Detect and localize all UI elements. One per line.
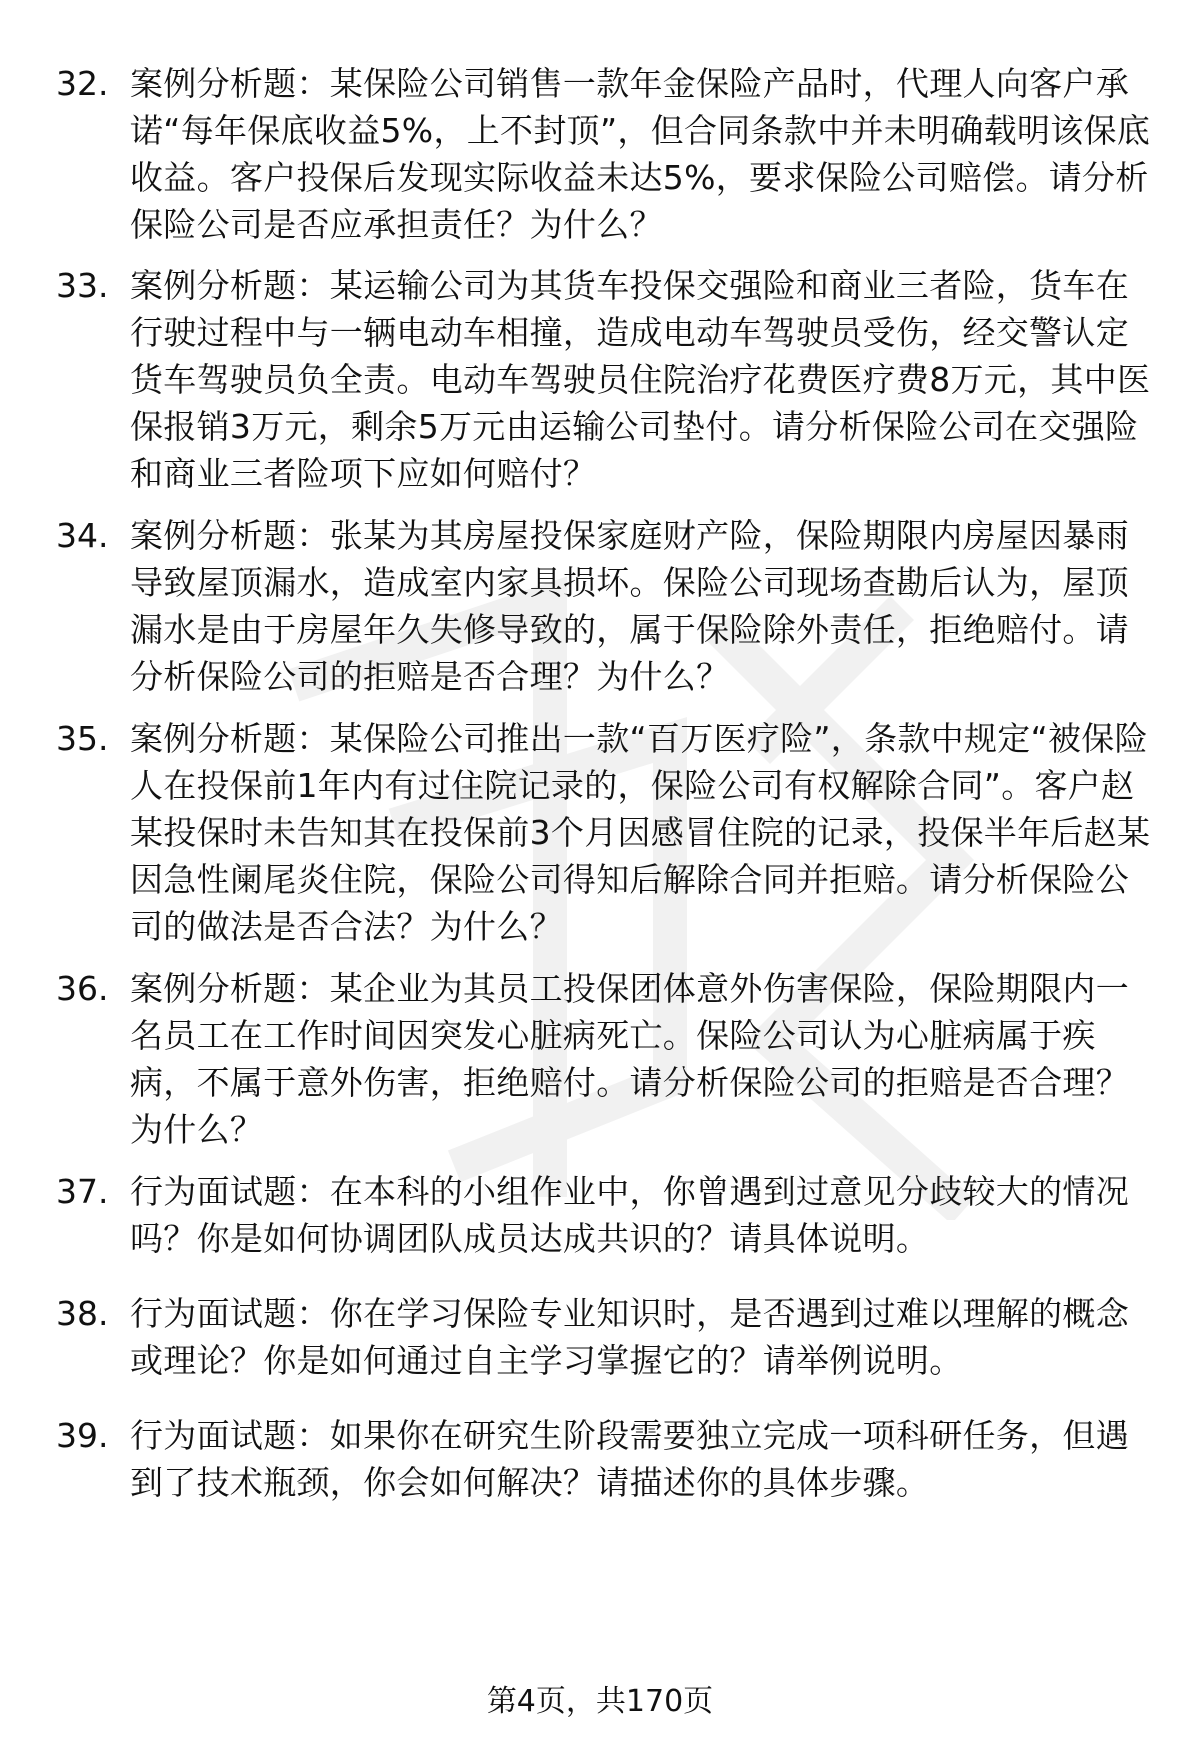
question-number: 36. [56, 969, 109, 1008]
question-number: 32. [56, 64, 109, 103]
question-number: 38. [56, 1294, 109, 1333]
question-text: 行为面试题：在本科的小组作业中，你曾遇到过意见分歧较大的情况吗？你是如何协调团队成员达成共识的？请具体说明。 [130, 1172, 1129, 1258]
question-text: 行为面试题：如果你在研究生阶段需要独立完成一项科研任务，但遇到了技术瓶颈，你会如何解决？请描述你的具体步骤。 [130, 1416, 1129, 1502]
question-text: 案例分析题：某企业为其员工投保团体意外伤害保险，保险期限内一名员工在工作时间因突发心脏病死亡。保险公司认为心脏病属于疾病，不属于意外伤害，拒绝赔付。请分析保险公司的拒赔是否合理？为什么？ [130, 969, 1129, 1149]
page-footer: 第4页，共170页 [486, 1684, 714, 1719]
question-text: 行为面试题：你在学习保险专业知识时，是否遇到过难以理解的概念或理论？你是如何通过自主学习掌握它的？请举例说明。 [130, 1294, 1129, 1380]
question-text: 案例分析题：张某为其房屋投保家庭财产险，保险期限内房屋因暴雨导致屋顶漏水，造成室内家具损坏。保险公司现场查勘后认为，屋顶漏水是由于房屋年久失修导致的，属于保险除外责任，拒绝赔付。请分析保险公司的拒赔是否合理？为什么？ [130, 516, 1129, 696]
question-number: 37. [56, 1172, 109, 1211]
question-text: 案例分析题：某运输公司为其货车投保交强险和商业三者险，货车在行驶过程中与一辆电动车相撞，造成电动车驾驶员受伤，经交警认定货车驾驶员负全责。电动车驾驶员住院治疗花费医疗费8万元，其中医保报销3万元，剩余5万元由运输公司垫付。请分析保险公司在交强险和商业三者险项下应如何赔付？ [130, 266, 1151, 493]
question-number: 35. [56, 719, 109, 758]
question-text: 案例分析题：某保险公司推出一款“百万医疗险”，条款中规定“被保险人在投保前1年内有过住院记录的，保险公司有权解除合同”。客户赵某投保时未告知其在投保前3个月因感冒住院的记录，投保半年后赵某因急性阑尾炎住院，保险公司得知后解除合同并拒赔。请分析保险公司的做法是否合法？为什么？ [130, 719, 1151, 946]
question-text: 案例分析题：某保险公司销售一款年金保险产品时，代理人向客户承诺“每年保底收益5%，上不封顶”，但合同条款中并未明确载明该保底收益。客户投保后发现实际收益未达5%，要求保险公司赔偿。请分析保险公司是否应承担责任？为什么？ [130, 64, 1151, 244]
question-number: 33. [56, 266, 109, 305]
question-number: 34. [56, 516, 109, 555]
question-number: 39. [56, 1416, 109, 1455]
